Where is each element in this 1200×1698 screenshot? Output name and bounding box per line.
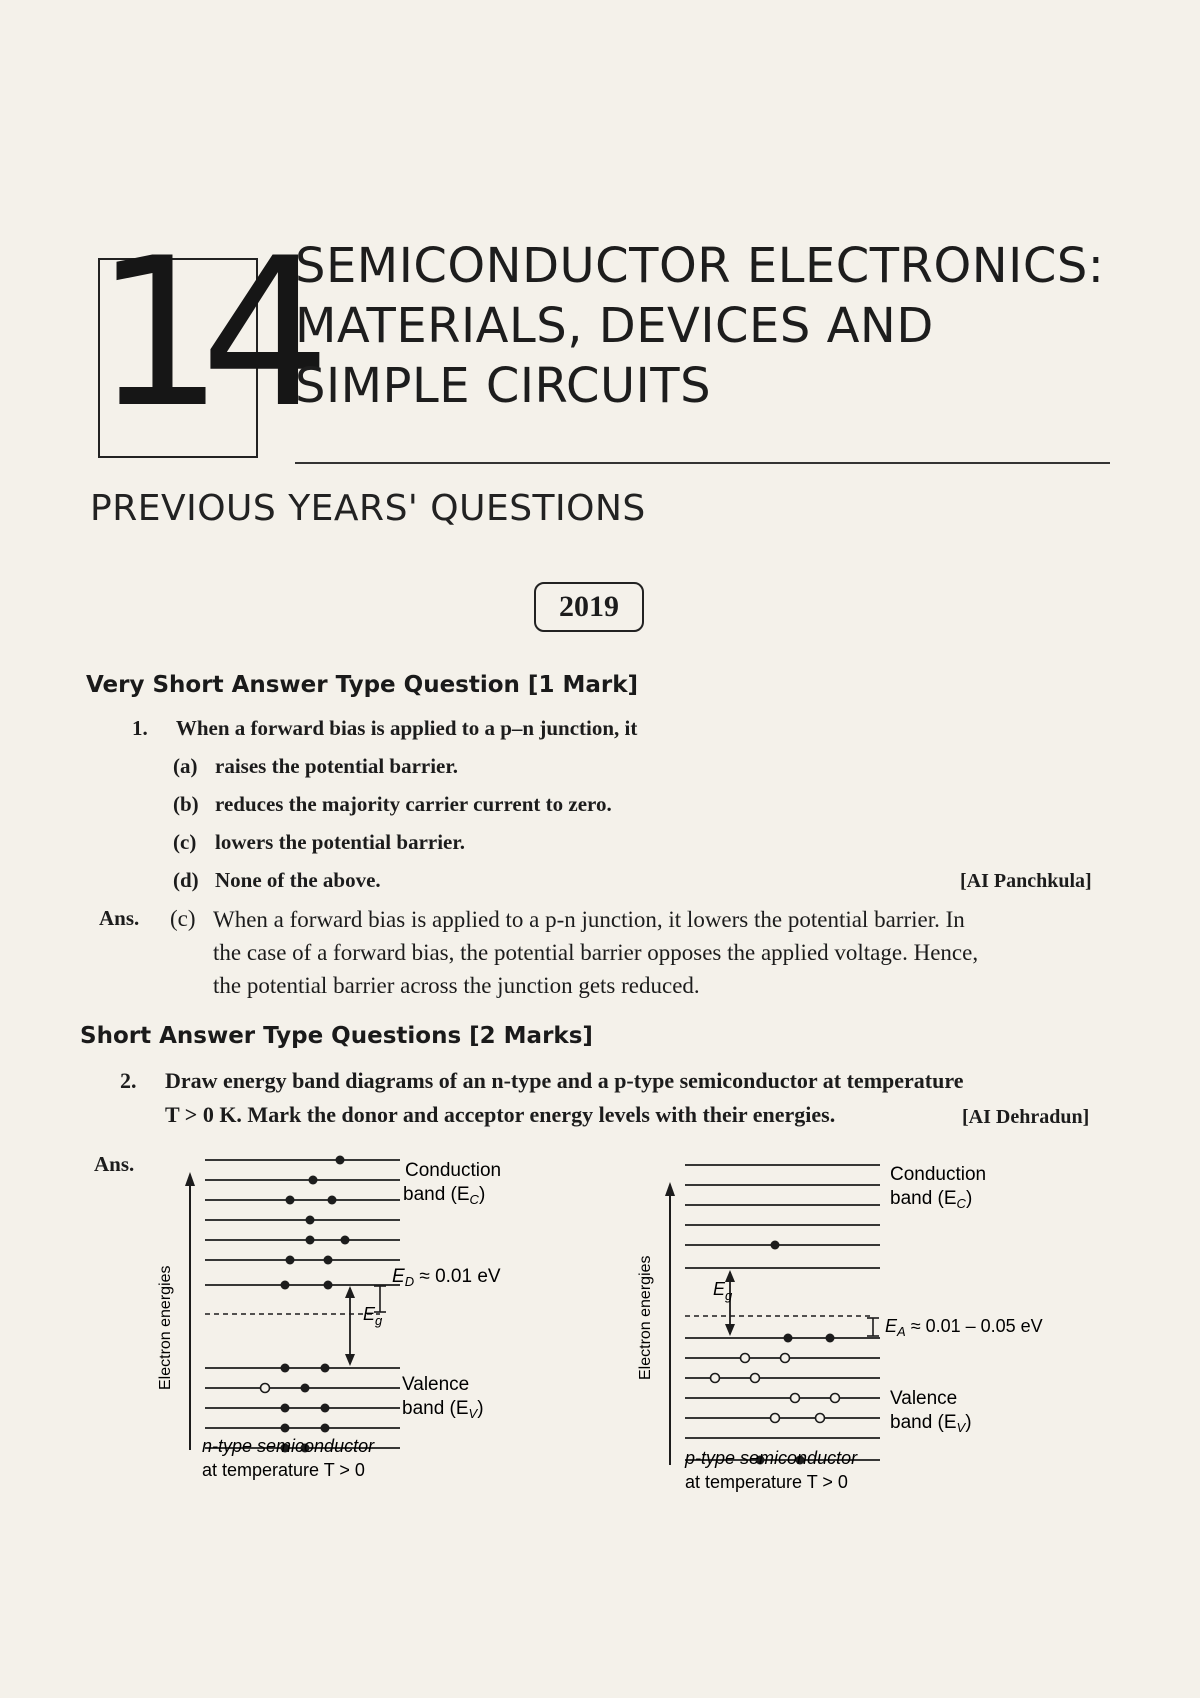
acceptor-energy-label: $E_A \approx 0.01 - 0.05$ eV xyxy=(885,1316,1043,1339)
conduction-band-label: Conduction xyxy=(405,1160,502,1181)
question-source: [AI Dehradun] xyxy=(962,1106,1090,1128)
valence-band-label: band $(E_V)$ xyxy=(402,1398,484,1421)
diagram-caption: at temperature T > 0 xyxy=(202,1460,365,1480)
conduction-band-label: Conduction xyxy=(890,1164,987,1185)
very-short-heading: Very Short Answer Type Question [1 Mark] xyxy=(86,672,639,698)
hole xyxy=(261,1384,270,1393)
band-gap-label: $E_g$ xyxy=(363,1304,383,1328)
holes xyxy=(711,1354,840,1423)
band-gap-label: $E_g$ xyxy=(713,1279,733,1303)
section-title: PREVIOUS YEARS' QUESTIONS xyxy=(90,488,646,529)
diagram-caption: n-type semiconductor xyxy=(202,1436,375,1456)
option-c: (c) lowers the potential barrier. xyxy=(173,830,466,854)
question-source: [AI Panchkula] xyxy=(960,870,1092,892)
question-number: 1. xyxy=(132,716,148,740)
option-d: (d) None of the above. xyxy=(173,868,381,892)
short-heading: Short Answer Type Questions [2 Marks] xyxy=(80,1023,593,1049)
option-b: (b) reduces the majority carrier current to zero. xyxy=(173,792,612,816)
arrow-up-icon xyxy=(725,1270,735,1282)
n-type-band-diagram xyxy=(140,1150,540,1490)
chapter-title-line: SIMPLE CIRCUITS xyxy=(295,358,712,414)
answer-label: Ans. xyxy=(99,906,140,930)
conduction-band-label: band $(E_C)$ xyxy=(403,1184,486,1207)
axis-label: Electron energies xyxy=(637,1255,654,1380)
electrons xyxy=(756,1241,835,1465)
conduction-band-label: band $(E_C)$ xyxy=(890,1188,973,1211)
chapter-title xyxy=(295,236,1104,416)
arrow-up-icon xyxy=(665,1182,675,1196)
valence-band-label: Valence xyxy=(402,1374,470,1395)
answer-text: When a forward bias is applied to a p-n junction, it lowers the potential barrier. In the case of a forward bias, the potential barrier opposes the applied voltage. Hence, the potential barrier across the junction gets reduced. xyxy=(213,907,979,998)
diagram-caption: p-type semiconductor xyxy=(685,1448,858,1468)
band-lines xyxy=(685,1165,880,1460)
arrow-up-icon xyxy=(185,1172,195,1186)
question-2-line: T > 0 K. Mark the donor and acceptor energy levels with their energies. xyxy=(165,1102,836,1127)
chapter-number: 14 xyxy=(94,215,307,453)
donor-energy-label: $E_D \approx 0.01$ eV xyxy=(392,1266,501,1289)
valence-band-label: Valence xyxy=(890,1388,958,1409)
option-a: (a) raises the potential barrier. xyxy=(173,754,459,778)
arrow-up-icon xyxy=(345,1286,355,1298)
answer-option: (c) xyxy=(170,906,196,931)
p-type-band-diagram xyxy=(630,1150,1100,1500)
answer-label: Ans. xyxy=(94,1152,135,1176)
year-badge: 2019 xyxy=(534,582,644,632)
chapter-title-line: SEMICONDUCTOR ELECTRONICS: xyxy=(295,238,1105,294)
axis-label: Electron energies xyxy=(157,1265,174,1390)
valence-band-label: band $(E_V)$ xyxy=(890,1412,972,1435)
question-2-line: Draw energy band diagrams of an n-type and a p-type semiconductor at temperature xyxy=(165,1068,964,1093)
chapter-number-box xyxy=(94,215,307,458)
question-text: When a forward bias is applied to a p–n junction, it xyxy=(175,716,638,740)
question-2-number: 2. xyxy=(120,1068,137,1093)
arrow-down-icon xyxy=(345,1354,355,1366)
question-1 xyxy=(132,716,637,741)
chapter-title-rule xyxy=(295,462,1110,464)
arrow-down-icon xyxy=(725,1324,735,1336)
chapter-title-line: MATERIALS, DEVICES AND xyxy=(295,298,934,354)
diagram-caption: at temperature T > 0 xyxy=(685,1472,848,1492)
